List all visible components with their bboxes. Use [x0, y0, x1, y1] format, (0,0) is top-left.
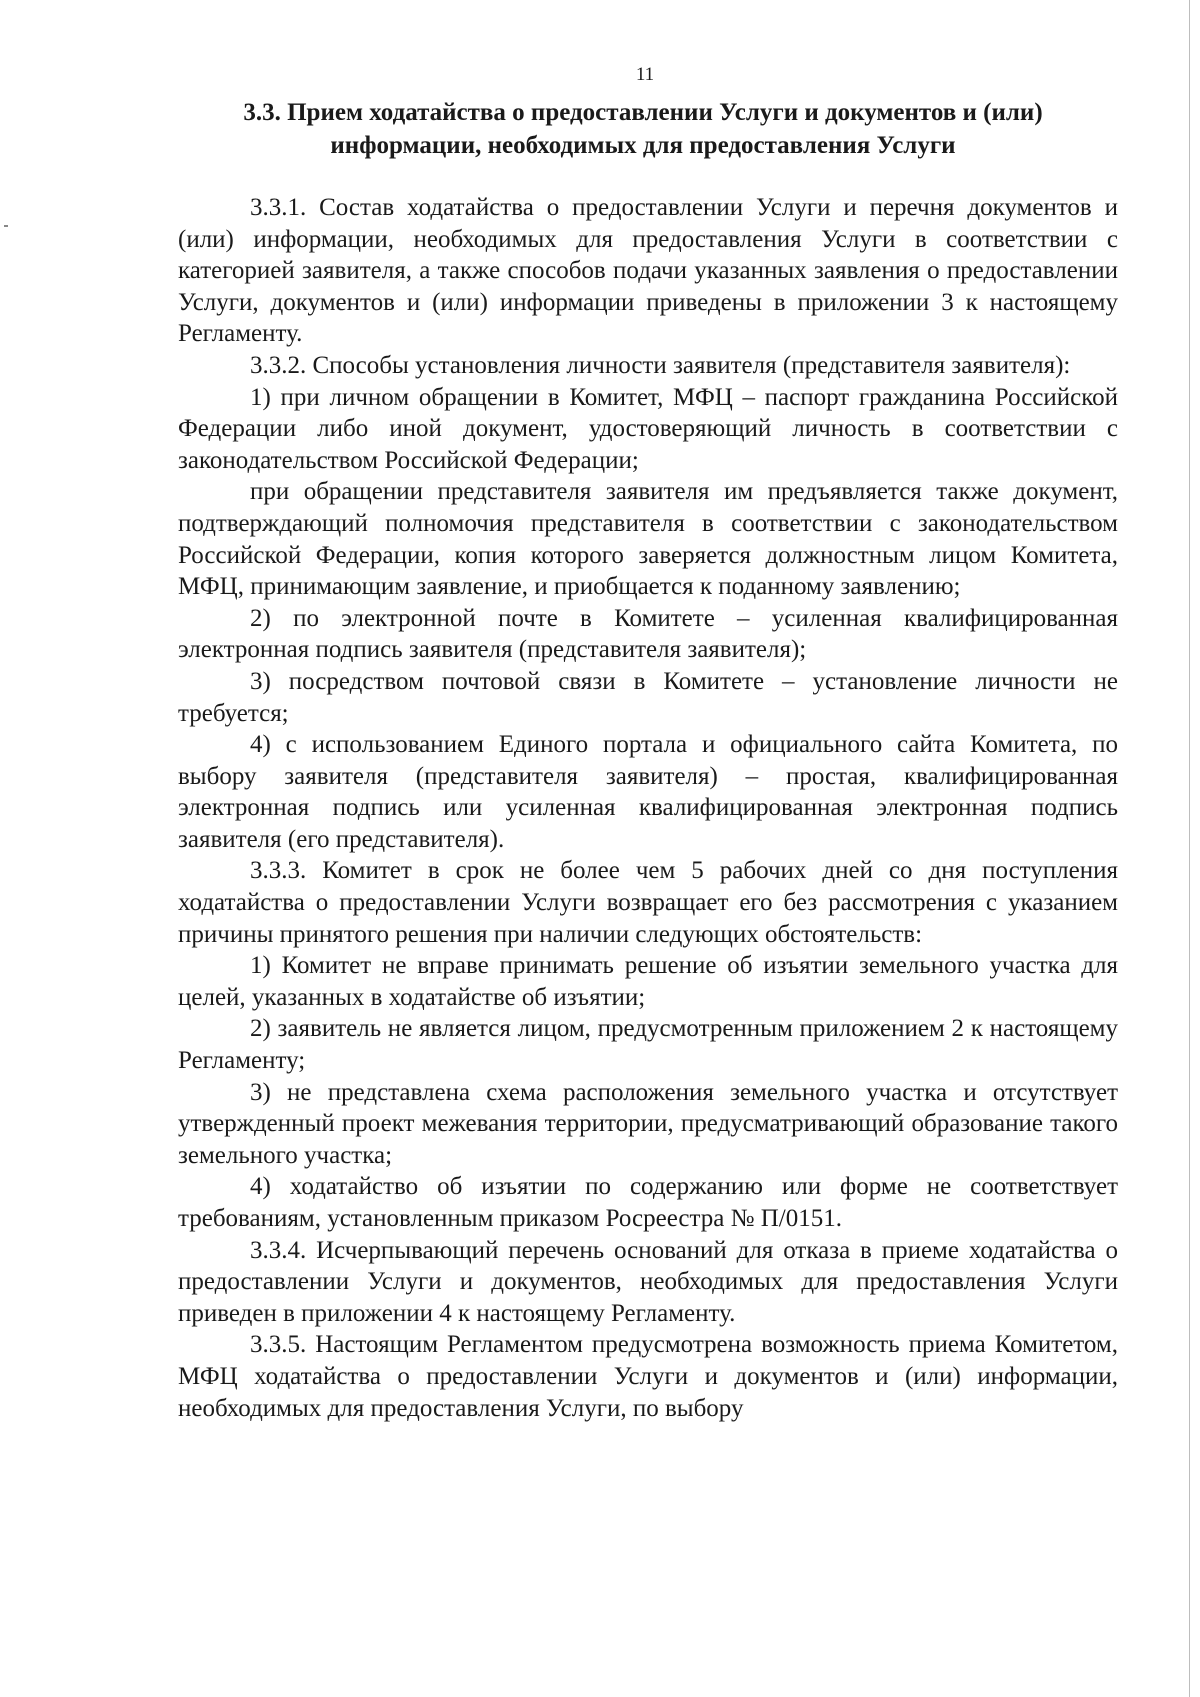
page-number: 11 [635, 64, 655, 85]
paragraph-3-3-5: 3.3.5. Настоящим Регламентом предусмотрена возможность приема Комитетом, МФЦ ходатайства о предоставлении Услуги и документов и (или) информации, необходимых для предоставления Услуги, по выбору [178, 1331, 1118, 1422]
scan-edge-line [1189, 0, 1190, 1697]
paragraph-item: 2) заявитель не является лицом, предусмотренным приложением 2 к настоящему Регламенту; [178, 1015, 1118, 1075]
section-heading: 3.3. Прием ходатайства о предоставлении Услуги и документов и (или) информации, необходимых для предоставления Услуги [243, 99, 1043, 159]
paragraph-3-3-3: 3.3.3. Комитет в срок не более чем 5 рабочих дней со дня поступления ходатайства о предоставлении Услуги возвращает его без рассмотрения с указанием причины принятого решения при наличии следующих обстоятельств: [178, 857, 1118, 948]
paragraph-item: 4) ходатайство об изъятии по содержанию или форме не соответствует требованиям, установленным приказом Росреестра № П/0151. [178, 1173, 1118, 1232]
document-body [178, 192, 1118, 1424]
paragraph-item: 1) Комитет не вправе принимать решение об изъятии земельного участка для целей, указанных в ходатайстве об изъятии; [178, 952, 1118, 1011]
paragraph-item: 1) при личном обращении в Комитет, МФЦ – паспорт гражданина Российской Федерации либо иной документ, удостоверяющий личность в соответствии с законодательством Российской Федерации; [178, 383, 1118, 474]
paragraph-item: при обращении представителя заявителя им предъявляется также документ, подтверждающий полномочия представителя в соответствии с законодательством Российской Федерации, копия которого заверяется должностным лицом Комитета, МФЦ, принимающим заявление, и приобщается к поданному заявлению; [178, 478, 1118, 601]
paragraph-3-3-1: 3.3.1. Состав ходатайства о предоставлении Услуги и перечня документов и (или) информации, необходимых для предоставления Услуги в соответствии с категорией заявителя, а также способов подачи указанных заявления о предоставлении Услуги, документов и (или) информации приведены в приложении 3 к настоящему Регламенту. [178, 194, 1118, 348]
scan-speck [4, 225, 8, 227]
paragraph-item: 3) посредством почтовой связи в Комитете – установление личности не требуется; [178, 667, 1118, 727]
paragraph-3-3-4: 3.3.4. Исчерпывающий перечень оснований для отказа в приеме ходатайства о предоставлении Услуги и документов, необходимых для предоставления Услуги приведен в приложении 4 к настоящему Регламенту. [178, 1236, 1118, 1327]
paragraph-item: 4) с использованием Единого портала и официального сайта Комитета, по выбору заявителя (представителя заявителя) – простая, квалифицированная электронная подпись или усиленная квалифицированная электронная подпись заявителя (его представителя). [178, 731, 1118, 853]
paragraph-item: 3) не представлена схема расположения земельного участка и отсутствует утвержденный проект межевания территории, предусматривающий образование такого земельного участка; [178, 1078, 1118, 1169]
paragraph-3-3-2: 3.3.2. Способы установления личности заявителя (представителя заявителя): [250, 351, 1071, 379]
paragraph-item: 2) по электронной почте в Комитете – усиленная квалифицированная электронная подпись заявителя (представителя заявителя); [178, 604, 1118, 664]
